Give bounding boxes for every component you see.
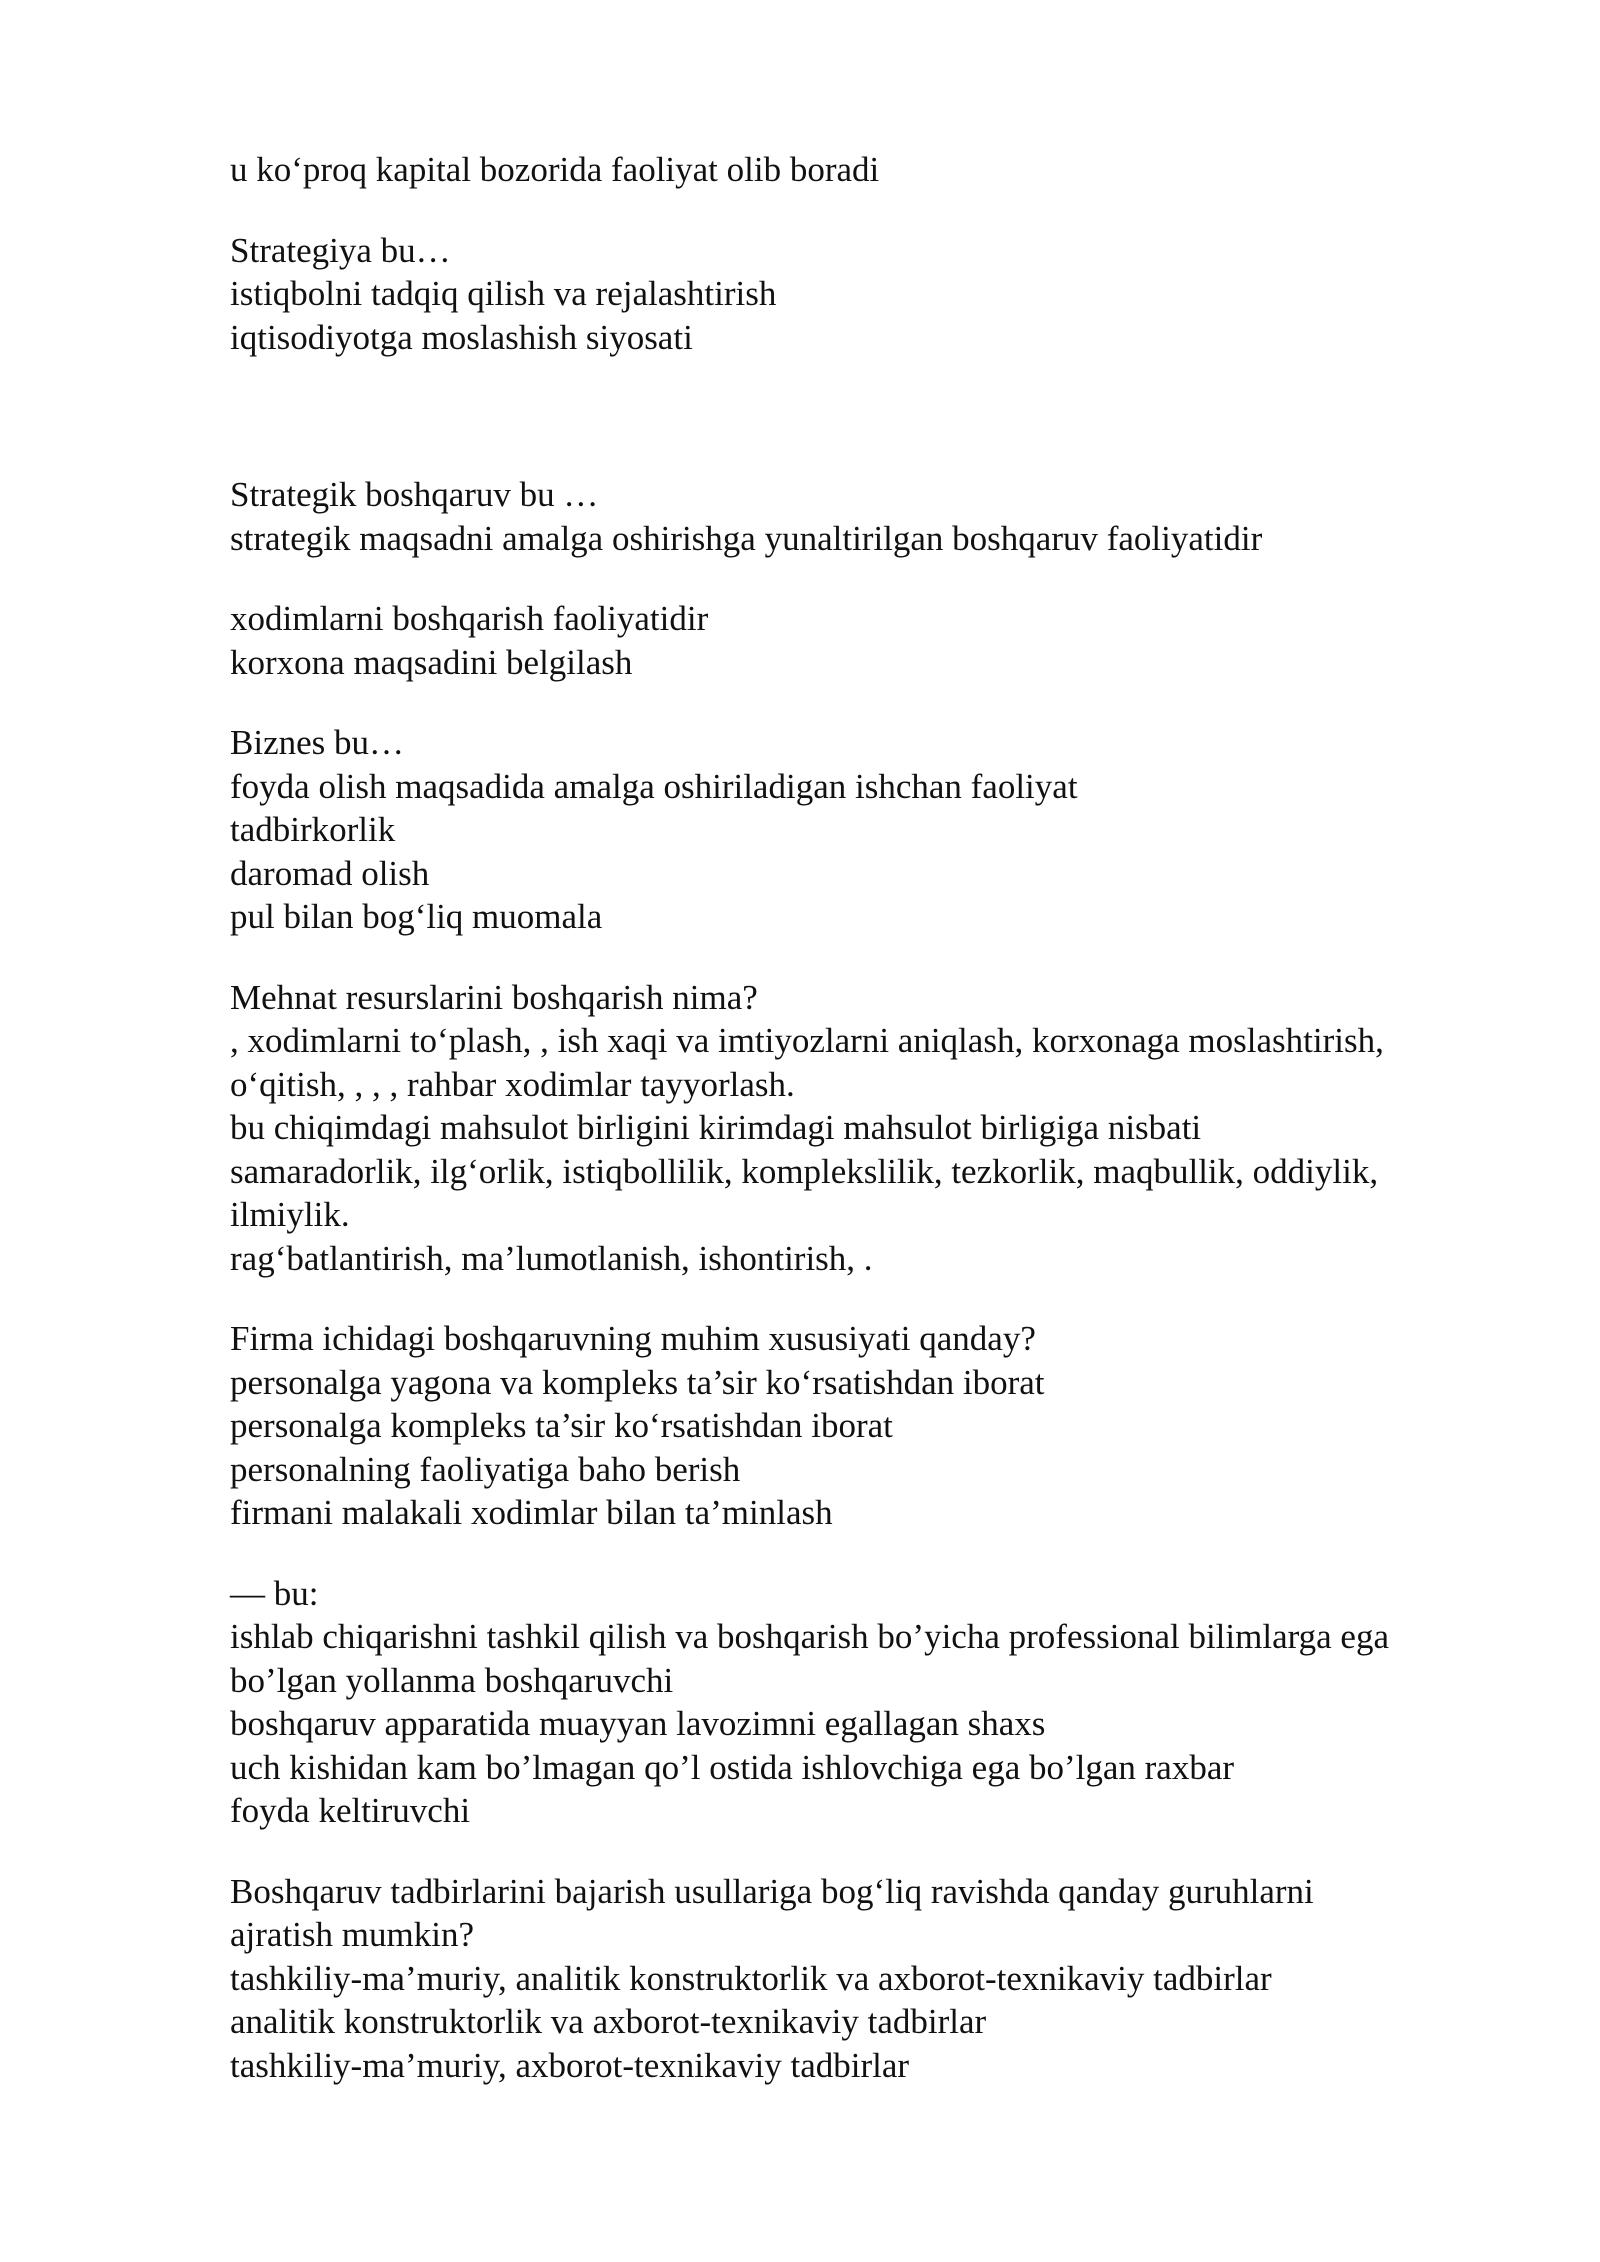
answer-line: analitik konstruktorlik va axborot-texnikaviy tadbirlar	[230, 2002, 987, 2041]
answer-line: pul bilan bog‘liq muomala	[230, 897, 603, 936]
answer-line: rag‘batlantirish, ma’lumotlanish, ishontirish, .	[230, 1238, 873, 1278]
text-block	[230, 1572, 1530, 1833]
text-block	[230, 148, 1530, 192]
answer-line: foyda keltiruvchi	[230, 1791, 471, 1830]
answer-line: , xodimlarni to‘plash, , ish xaqi va imtiyozlarni aniqlash, korxonaga moslashtirish,	[230, 1021, 1384, 1060]
question-line: Boshqaruv tadbirlarini bajarish usullariga bog‘liq ravishda qanday guruhlarni	[230, 1871, 1314, 1911]
answer-line: firmani malakali xodimlar bilan ta’minlash	[230, 1493, 833, 1532]
question-line: Firma ichidagi boshqaruvning muhim xususiyati qanday?	[230, 1319, 1036, 1358]
question-line: Mehnat resurslarini boshqarish nima?	[230, 977, 758, 1017]
answer-line: personalga yagona va kompleks ta’sir ko‘rsatishdan iborat	[230, 1362, 1045, 1402]
answer-line: personalga kompleks ta’sir ko‘rsatishdan iborat	[230, 1406, 893, 1445]
question-line: Strategiya bu…	[230, 230, 451, 270]
question-line: Biznes bu…	[230, 723, 405, 762]
answer-line: ilmiylik.	[230, 1195, 350, 1234]
answer-line: strategik maqsadni amalga oshirishga yunaltirilgan boshqaruv faoliyatidir	[230, 518, 1263, 558]
text-block	[230, 976, 1530, 1281]
answer-line: korxona maqsadini belgilash	[230, 642, 633, 682]
answer-line: bo’lgan yollanma boshqaruvchi	[230, 1660, 674, 1700]
answer-line: istiqbolni tadqiq qilish va rejalashtirish	[230, 274, 777, 313]
answer-line: personalning faoliyatiga baho berish	[230, 1449, 741, 1489]
answer-line: iqtisodiyotga moslashish siyosati	[230, 317, 693, 357]
answer-line: daromad olish	[230, 853, 430, 893]
answer-line: o‘qitish, , , , rahbar xodimlar tayyorlash.	[230, 1064, 795, 1104]
answer-line: boshqaruv apparatida muayyan lavozimni egallagan shaxs	[230, 1704, 1046, 1743]
question-line: — bu:	[230, 1573, 319, 1613]
answer-line: bu chiqimdagi mahsulot birligini kirimdagi mahsulot birligiga nisbati	[230, 1108, 1202, 1147]
answer-line: uch kishidan kam bo’lmagan qo’l ostida ishlovchiga ega bo’lgan raxbar	[230, 1747, 1235, 1787]
document-page	[230, 148, 1530, 2124]
question-line: Strategik boshqaruv bu …	[230, 475, 599, 514]
answer-line: ishlab chiqarishni tashkil qilish va boshqarish bo’yicha professional bilimlarga ega	[230, 1617, 1389, 1656]
text-block	[230, 229, 1530, 360]
text-block	[230, 597, 1530, 684]
answer-line: xodimlarni boshqarish faoliyatidir	[230, 599, 709, 638]
text-line: u ko‘proq kapital bozorida faoliyat olib boradi	[230, 150, 880, 189]
answer-line: tashkiliy-ma’muriy, axborot-texnikaviy tadbirlar	[230, 2045, 910, 2085]
answer-line: tadbirkorlik	[230, 810, 396, 849]
text-block	[230, 473, 1530, 560]
text-block	[230, 1317, 1530, 1535]
answer-line: tashkiliy-ma’muriy, analitik konstruktorlik va axborot-texnikaviy tadbirlar	[230, 1958, 1272, 1998]
question-line: ajratish mumkin?	[230, 1915, 474, 1954]
answer-line: samaradorlik, ilg‘orlik, istiqbollilik, komplekslilik, tezkorlik, maqbullik, oddiylik,	[230, 1151, 1379, 1191]
answer-line: foyda olish maqsadida amalga oshiriladigan ishchan faoliyat	[230, 766, 1078, 806]
text-block	[230, 721, 1530, 939]
text-block	[230, 1870, 1530, 2088]
